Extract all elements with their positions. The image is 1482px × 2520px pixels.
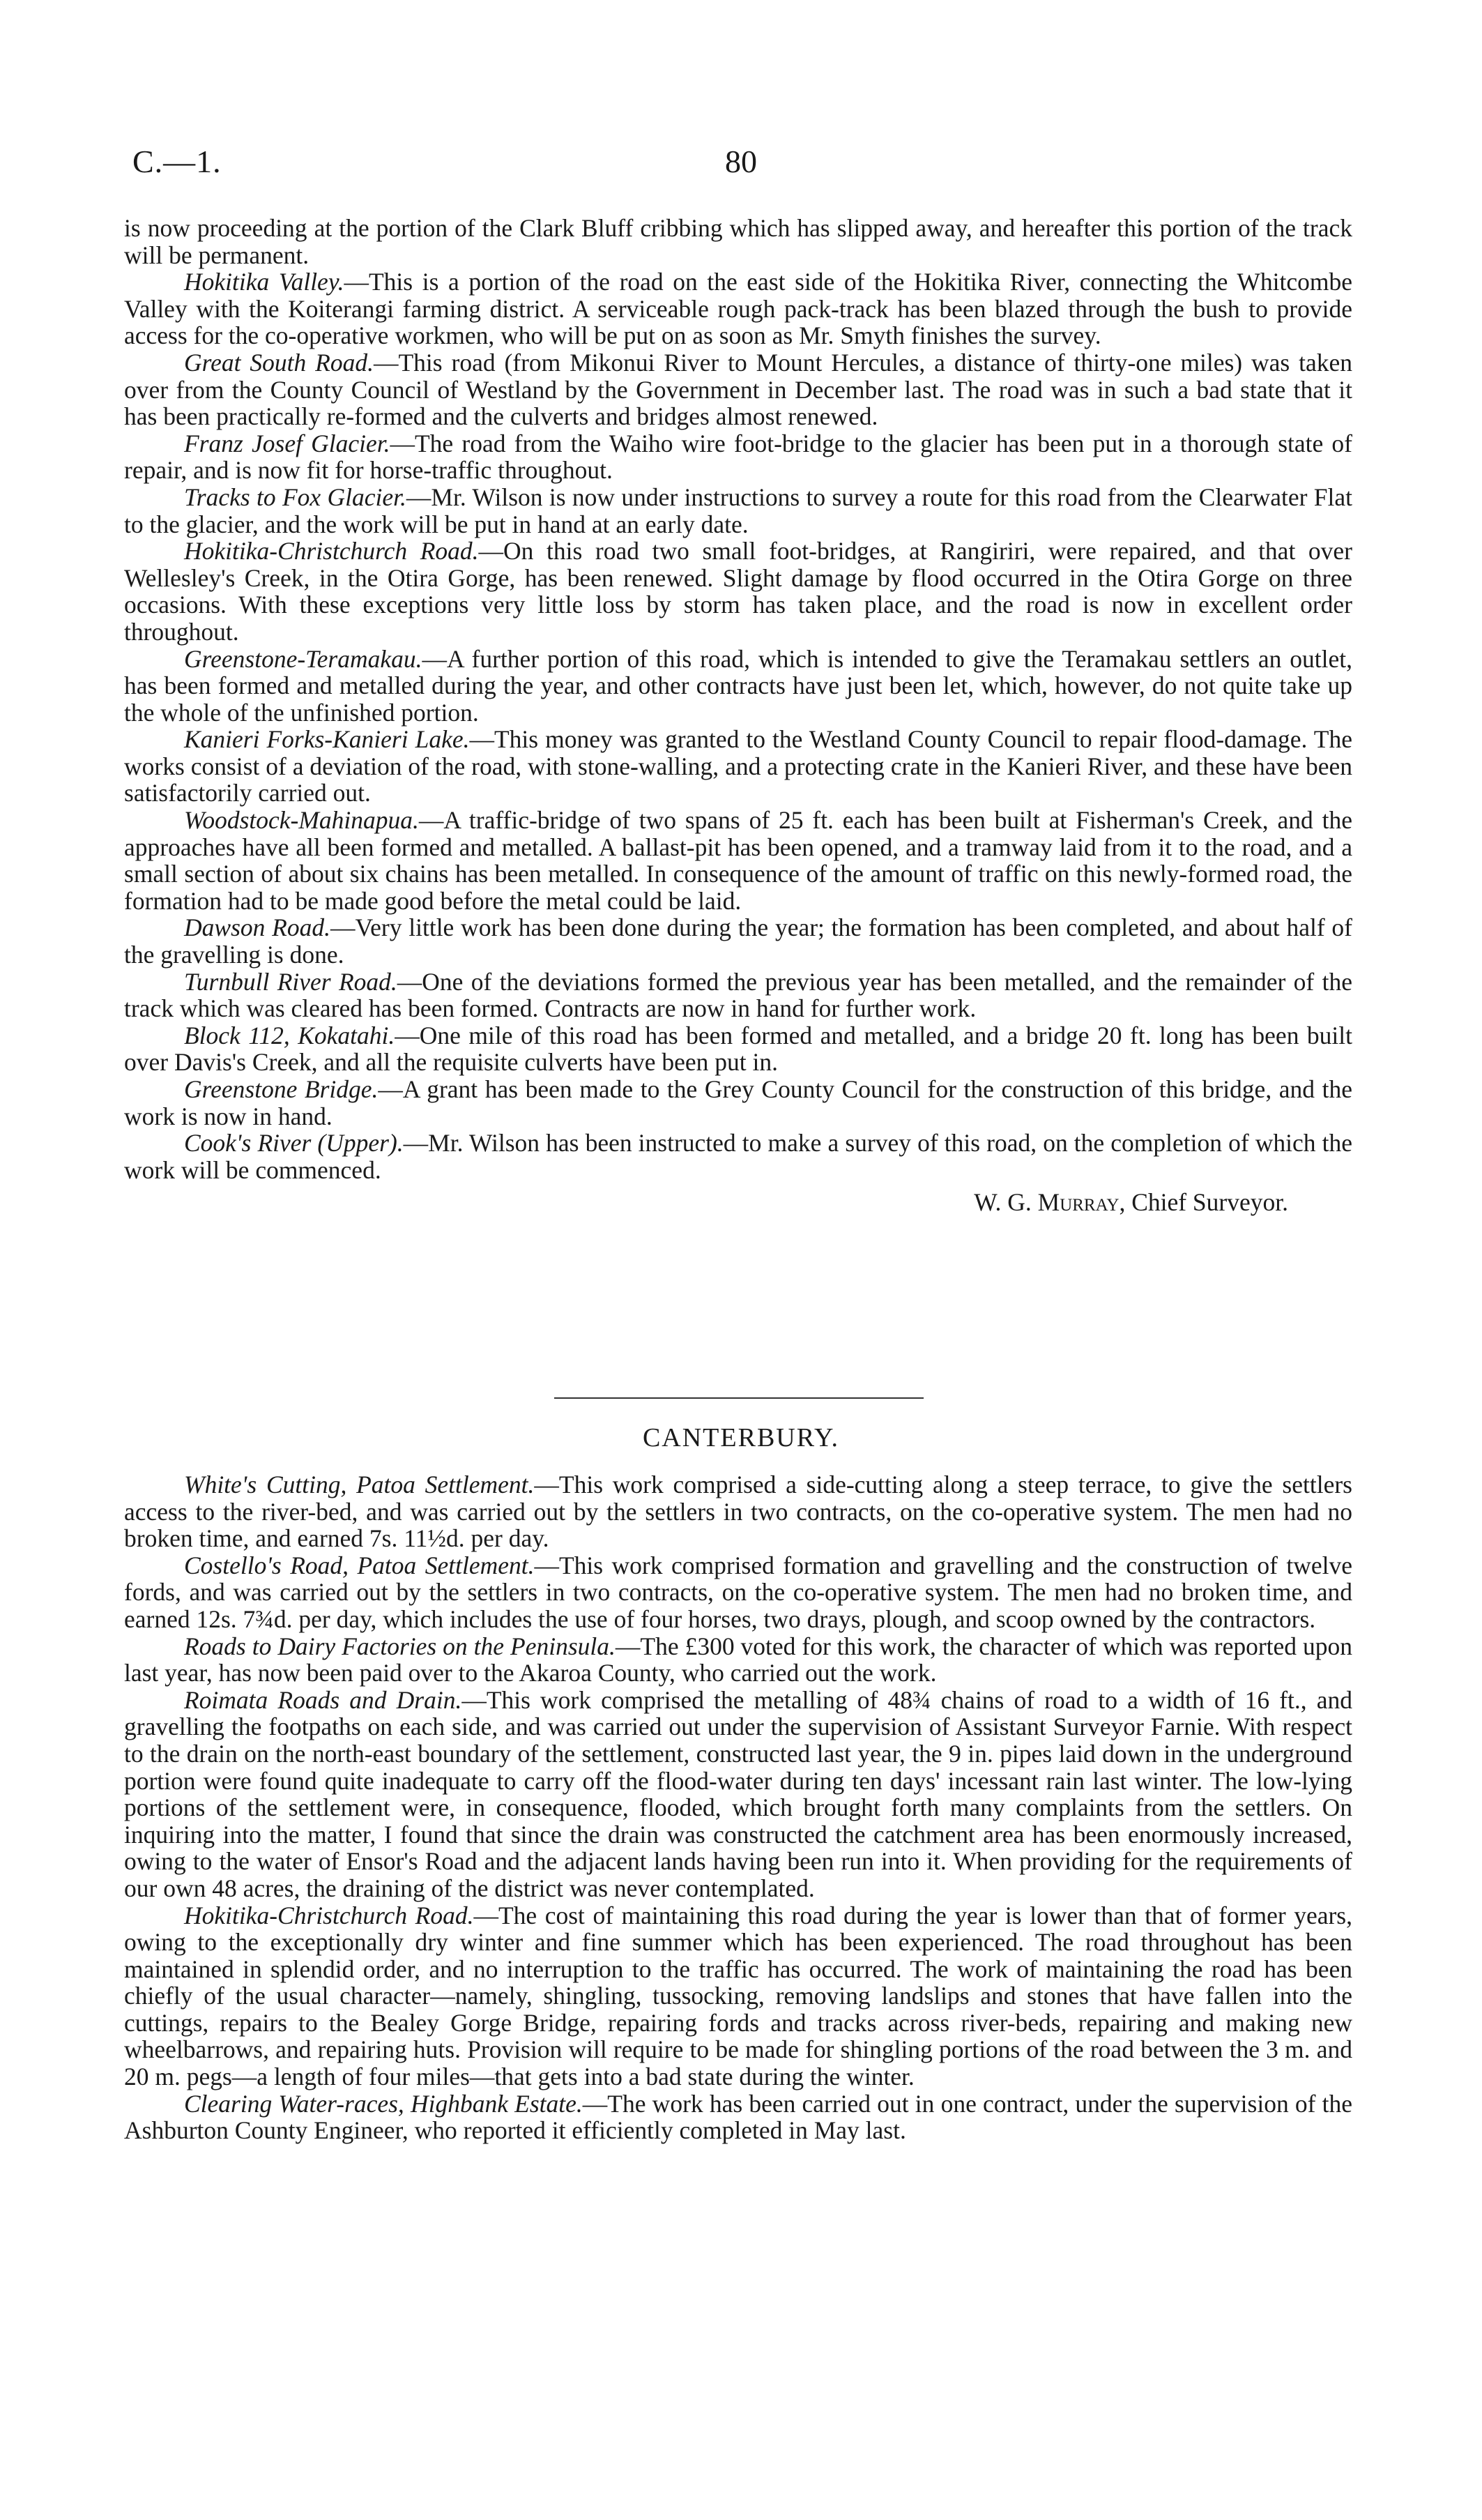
paragraph-greenstone-bridge: [124, 1076, 1352, 1130]
section-heading-canterbury: CANTERBURY.: [642, 1423, 840, 1452]
paragraph-text: —One mile of this road has been formed and metalled, and a bridge 20 ft. long has been built over Davis's Creek, and all the requisite culverts have been put in.: [124, 1021, 1353, 1077]
paragraph-heading: Hokitika-Christchurch Road.: [184, 1901, 474, 1929]
paragraph-text: —This road (from Mikonui River to Mount Hercules, a distance of thirty-one miles) was taken over from the County Council of Westland by the Government in December last. The road was in such a bad state that it has been practically re-formed and the culverts and bridges almost renewed.: [124, 348, 1352, 431]
paragraph-heading: Turnbull River Road.: [184, 967, 397, 996]
paragraph-text: —The work has been carried out in one contract, under the supervision of the Ashburton County Engineer, who reported it efficiently completed in May last.: [124, 2089, 1353, 2145]
paragraph-heading: Woodstock-Mahinapua.: [184, 806, 419, 835]
paragraph-heading: Roimata Roads and Drain.: [184, 1685, 462, 1714]
paragraph-kanieri-forks: [124, 726, 1352, 807]
paragraph-heading: Franz Josef Glacier.: [184, 429, 390, 457]
paragraph-heading: Great South Road.: [184, 348, 374, 377]
paragraph-great-south-road: [124, 349, 1352, 430]
paragraph-turnbull-river-road: [124, 969, 1352, 1022]
paragraph-text: —The road from the Waiho wire foot-bridge to the glacier has been put in a thorough state of repair, and is now fit for horse-traffic throughout.: [124, 429, 1352, 485]
page-header: [132, 143, 1350, 185]
paragraph-greenstone-teramakau: [124, 646, 1352, 727]
paragraph-block-112-kokatahi: [124, 1022, 1352, 1076]
paragraph-heading: Tracks to Fox Glacier.: [184, 483, 406, 511]
paragraph-hokitika-christchurch-road: [124, 538, 1352, 645]
paragraph-roimata-roads-drain: [124, 1687, 1352, 1902]
paragraph-text: —This money was granted to the Westland County Council to repair flood-damage. The works consist of a deviation of the road, with stone-walling, and a protecting crate in the Kanieri River, and these have been satisfactorily carried out.: [124, 725, 1352, 807]
paragraph-heading: Greenstone Bridge.: [184, 1075, 379, 1103]
canterbury-section: [124, 1471, 1352, 2144]
signature-surname: Murray: [1037, 1188, 1120, 1217]
paragraph-roads-dairy-factories: [124, 1633, 1352, 1687]
section-divider: [554, 1397, 924, 1399]
paragraph-text: —One of the deviations formed the previous year has been metalled, and the remainder of the track which was cleared has been formed. Contracts are now in hand for further work.: [124, 967, 1352, 1023]
paragraph-tracks-fox-glacier: [124, 484, 1352, 538]
paragraph-heading: Hokitika Valley.: [184, 268, 344, 296]
paragraph-cooks-river-upper: [124, 1130, 1352, 1183]
paragraph-text: —A traffic-bridge of two spans of 25 ft. each has been built at Fisherman's Creek, and the approaches have all been formed and metalled. A ballast-pit has been opened, and a tramway laid from it to the road, and a small section of about six chains has been metalled. In consequence of the amount of traffic on this newly-formed road, the formation had to be made good before the metal could be laid.: [124, 806, 1352, 915]
paragraph-clearing-water-races: [124, 2090, 1352, 2144]
paragraph-text: —This is a portion of the road on the east side of the Hokitika River, connecting the Whitcombe Valley with the Koiterangi farming district. A serviceable rough pack-track has been blazed through the bush to provide access for the co-operative workmen, who will be put on as soon as Mr. Smyth finishes the survey.: [124, 268, 1352, 350]
paragraph-hokitika-valley: [124, 268, 1352, 349]
paragraph-text: —A grant has been made to the Grey County Council for the construction of this bridge, and the work is now in hand.: [124, 1075, 1352, 1130]
signature-line: [124, 1189, 1352, 1216]
paragraph-heading: Costello's Road, Patoa Settlement.: [184, 1551, 535, 1579]
paragraph-text: —Mr. Wilson is now under instructions to survey a route for this road from the Clearwater Flat to the glacier, and the work will be put in hand at an early date.: [124, 483, 1352, 538]
westland-section: [124, 215, 1352, 1216]
paragraph-heading: Kanieri Forks-Kanieri Lake.: [184, 725, 470, 754]
paragraph-heading: White's Cutting, Patoa Settlement.: [184, 1471, 535, 1498]
paragraph-franz-josef-glacier: [124, 430, 1352, 484]
paragraph-woodstock-mahinapua: [124, 807, 1352, 914]
paragraph-heading: Block 112, Kokatahi.: [184, 1021, 395, 1049]
paragraph-text: —This work comprised the metalling of 48¾ chains of road to a width of 16 ft., and gravelling the footpaths on each side, and was carried out under the supervision of Assistant Surveyor Farnie. With respect to the drain on the north-east boundary of the settlement, constructed last year, the 9 in. pipes laid down in the underground portion were found quite inadequate to carry off the flood-water during ten days' incessant rain last winter. The low-lying portions of the settlement were, in consequence, flooded, which brought forth many complaints from the settlers. On inquiring into the matter, I found that since the drain was constructed the catchment area has been enormously increased, owing to the water of Ensor's Road and the adjacent lands having been run into it. When providing for the requirements of our own 48 acres, the draining of the district was never contemplated.: [124, 1685, 1352, 1902]
paragraph-text: —On this road two small foot-bridges, at Rangiriri, were repaired, and that over Wellesley's Creek, in the Otira Gorge, has been renewed. Slight damage by flood occurred in the Otira Gorge on three occasions. With these exceptions very little loss by storm has taken place, and the road is now in excellent order throughout.: [124, 537, 1352, 646]
paragraph-heading: Dawson Road.: [184, 913, 330, 942]
document-reference: C.—1.: [132, 144, 222, 179]
continuation-paragraph: is now proceeding at the portion of the Clark Bluff cribbing which has slipped away, and hereafter this portion of the track will be permanent.: [124, 214, 1352, 269]
paragraph-text: —Very little work has been done during the year; the formation has been completed, and about half of the gravelling is done.: [124, 913, 1352, 969]
paragraph-heading: Cook's River (Upper).: [184, 1129, 404, 1157]
paragraph-hokitika-christchurch-road-2: [124, 1902, 1352, 2090]
signature-initials: W. G.: [974, 1188, 1038, 1217]
page-number: 80: [725, 144, 757, 179]
paragraph-text: —The cost of maintaining this road during the year is lower than that of former years, owing to the exceptionally dry winter and fine summer which has been experienced. The road throughout has been maintained in splendid order, and no interruption to the traffic has occurred. The work of maintaining the road has been chiefly of the usual character—namely, shingling, tussocking, removing landslips and stones that have fallen into the cuttings, repairs to the Bealey Gorge Bridge, repairing fords and tracks across river-beds, repairing and making new wheelbarrows, and repairing huts. Provision will require to be made for shingling portions of the road between the 3 m. and 20 m. pegs—a length of four miles—that gets into a bad state during the winter.: [124, 1901, 1352, 2091]
paragraph-dawson-road: [124, 914, 1352, 968]
paragraph-text: —This work comprised formation and gravelling and the construction of twelve fords, and was carried out by the settlers in two contracts, on the co-operative system. The men had no broken time, and earned 12s. 7¾d. per day, which includes the use of four horses, two drays, plough, and scoop owned by the contractors.: [124, 1551, 1352, 1633]
paragraph-text: —The £300 voted for this work, the character of which was reported upon last year, has now been paid over to the Akaroa County, who carried out the work.: [124, 1632, 1353, 1687]
paragraph-text: —Mr. Wilson has been instructed to make a survey of this road, on the completion of which the work will be commenced.: [124, 1129, 1352, 1184]
paragraph-heading: Hokitika-Christchurch Road.: [184, 537, 479, 566]
paragraph-heading: Roads to Dairy Factories on the Peninsula.: [184, 1632, 616, 1660]
paragraph-heading: Greenstone-Teramakau.: [184, 644, 422, 673]
paragraph-whites-cutting: [124, 1471, 1352, 1552]
paragraph-heading: Clearing Water-races, Highbank Estate.: [184, 2089, 583, 2118]
paragraph-costellos-road: [124, 1552, 1352, 1633]
paragraph-text: —A further portion of this road, which is intended to give the Teramakau settlers an outlet, has been formed and metalled during the year, and other contracts have just been let, which, however, do not quite take up the whole of the unfinished portion.: [124, 644, 1352, 727]
signature-title: , Chief Surveyor.: [1119, 1188, 1288, 1217]
paragraph-text: —This work comprised a side-cutting along a steep terrace, to give the settlers access to the river-bed, and was carried out by the settlers in two contracts, on the co-operative system. The men had no broken time, and earned 7s. 11½d. per day.: [124, 1471, 1352, 1553]
